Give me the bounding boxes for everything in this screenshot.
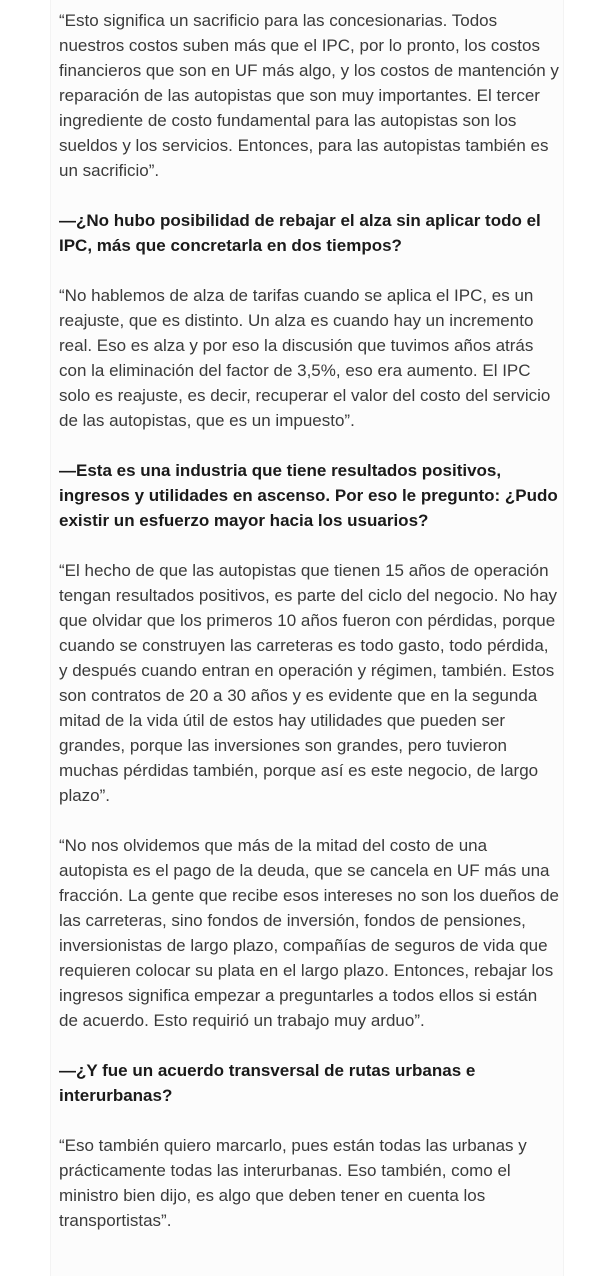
article-paragraph: “Esto significa un sacrificio para las concesionarias. Todos nuestros costos suben más que el IPC, por lo pronto, los costos financieros que son en UF más algo, y los costos de mantención y reparación de las autopistas que son muy importantes. El tercer ingrediente de costo fundamental para las autopistas son los sueldos y los servicios. Entonces, para las autopistas también es un sacrificio”. <box>59 11 559 180</box>
article-paragraph: “No nos olvidemos que más de la mitad del costo de una autopista es el pago de la deuda, que se cancela en UF más una fracción. La gente que recibe esos intereses no son los dueños de las carreteras, sino fondos de inversión, fondos de pensiones, inversionistas de largo plazo, compañías de seguros de vida que requieren colocar su plata en el largo plazo. Entonces, rebajar los ingresos significa empezar a preguntarles a todos ellos si están de acuerdo. Esto requirió un trabajo muy arduo”. <box>59 836 559 1030</box>
article-body <box>59 8 559 1233</box>
article-paragraph: “Eso también quiero marcarlo, pues están todas las urbanas y prácticamente todas las interurbanas. Eso también, como el ministro bien dijo, es algo que deben tener en cuenta los transportistas”. <box>59 1136 527 1230</box>
interview-question: —¿Y fue un acuerdo transversal de rutas urbanas e interurbanas? <box>59 1061 476 1105</box>
article-paragraph: “No hablemos de alza de tarifas cuando se aplica el IPC, es un reajuste, que es distinto. Un alza es cuando hay un incremento real. Eso es alza y por eso la discusión que tuvimos años atrás con la eliminación del factor de 3,5%, eso era aumento. El IPC solo es reajuste, es decir, recuperar el valor del costo del servicio de las autopistas, que es un impuesto”. <box>59 286 551 430</box>
interview-question: —¿No hubo posibilidad de rebajar el alza sin aplicar todo el IPC, más que concretarla en dos tiempos? <box>59 211 541 255</box>
article-paragraph: “El hecho de que las autopistas que tienen 15 años de operación tengan resultados positivos, es parte del ciclo del negocio. No hay que olvidar que los primeros 10 años fueron con pérdidas, porque cuando se construyen las carreteras es todo gasto, todo pérdida, y después cuando entran en operación y régimen, también. Estos son contratos de 20 a 30 años y es evidente que en la segunda mitad de la vida útil de estos hay utilidades que pueden ser grandes, porque las inversiones son grandes, pero tuvieron muchas pérdidas también, porque así es este negocio, de largo plazo”. <box>59 561 558 805</box>
interview-question: —Esta es una industria que tiene resultados positivos, ingresos y utilidades en ascenso. Por eso le pregunto: ¿Pudo existir un esfuerzo mayor hacia los usuarios? <box>59 461 558 530</box>
